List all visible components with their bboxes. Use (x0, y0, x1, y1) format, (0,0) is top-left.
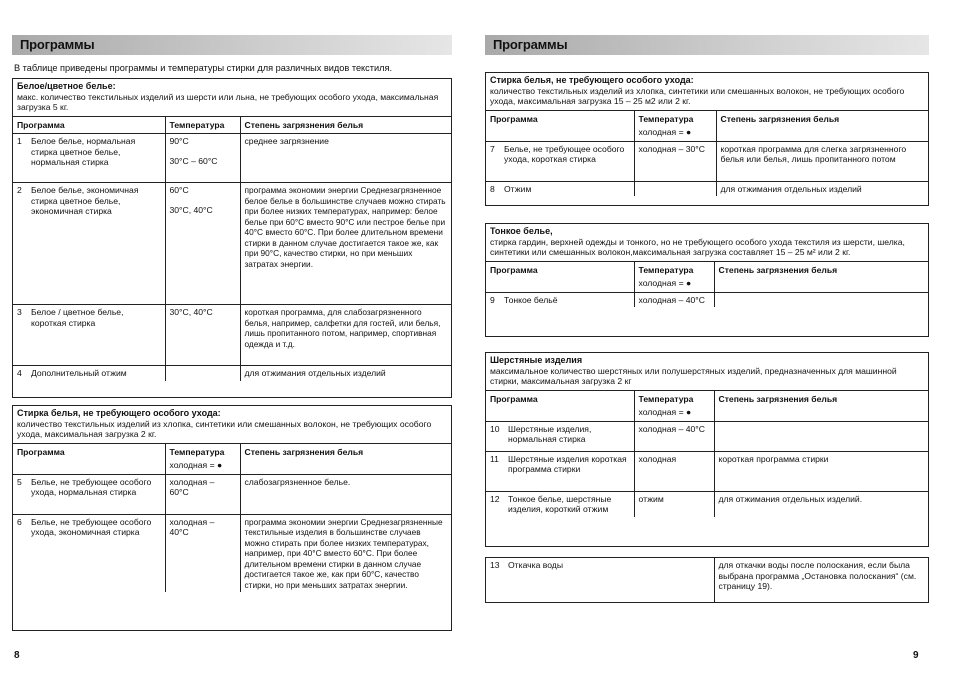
box-desc: макс. количество текстильных изделий из шерсти или льна, не требующих особого ухода, максимальная загрузка 5 кг. (17, 91, 439, 112)
table-row: 4 Дополнительный отжим для отжимания отдельных изделий (13, 366, 451, 381)
box-title: Стирка белья, не требующего особого ухода: (17, 408, 221, 418)
col-temperature: Температура (169, 446, 225, 457)
left-intro: В таблице приведены программы и температуры стирки для различных видов текстиля. (14, 63, 392, 73)
programs-table (486, 111, 928, 197)
right-page (477, 0, 954, 676)
programs-table (13, 117, 451, 381)
box-desc: стирка гардин, верхней одежды и тонкого, но не требующего особого ухода текстиля из шерсти, шелка, синтетики или смешанных волокон,максимальная загрузка составляет 15 – 25 м² или 2 кг. (490, 236, 905, 257)
programs-table (486, 262, 928, 308)
right-page-header (485, 35, 929, 55)
programs-table (13, 444, 451, 593)
left-header-title: Программы (20, 37, 95, 52)
wool-box (485, 352, 929, 547)
col-program: Программа (13, 117, 165, 134)
box-desc: количество текстильных изделий из хлопка, синтетики или смешанных волокон, не требующих особого ухода, максимальная загрузка 15 – 25 м2 или 2 кг. (490, 85, 905, 106)
page-number-left: 8 (14, 650, 20, 661)
col-program: Программа (486, 391, 634, 422)
table-row: 9 Тонкое бельё холодная – 40°C (486, 292, 928, 307)
table-row: 2 Белое белье, экономичная стирка цветное белье, экономичная стирка 60°C 30°C, 40°C программа экономии энергии Среднезагрязненное белое белье в большинстве случаев можно стирать при более низких температурах, например: белое белье при 60°C вместо 90°C или пестрое белье при 40°C вместо 60°C. При более длительном времени стирки в данном случае достигается такое же, как при 90°C, качество стирки, но при меньших затратах энергии. (13, 183, 451, 305)
left-page-header (12, 35, 452, 55)
box-head (486, 73, 928, 111)
col-temperature: Температура (638, 264, 694, 275)
box-title: Шерстяные изделия (490, 355, 583, 365)
col-soil-degree: Степень загрязнения белья (716, 111, 928, 142)
col-soil-degree: Степень загрязнения белья (714, 262, 928, 293)
programs-table (486, 391, 928, 517)
table-row: 12 Тонкое белье, шерстяные изделия, короткий отжим отжим для отжимания отдельных изделий. (486, 491, 928, 517)
table-header-row (486, 391, 928, 422)
box-title: Стирка белья, не требующего особого ухода: (490, 75, 694, 85)
table-row: 13 Откачка воды для откачки воды после полоскания, если была выбрана программа „Остановка полоскания“ (см. страницу 19). (486, 558, 928, 602)
col-soil-degree: Степень загрязнения белья (240, 444, 451, 475)
easy-care-laundry-box (12, 405, 452, 631)
col-temperature: Температура (638, 393, 694, 404)
table-header-row (486, 111, 928, 142)
col-soil-degree: Степень загрязнения белья (240, 117, 451, 134)
table-row: 6 Белье, не требующее особого ухода, экономичная стирка холодная – 40°C программа экономии энергии Среднезагрязненные текстильные изделия в большинстве случаев можно стирать при более низких температурах, например, при 40°C вместо 60°C. При более длительном времени стирки в данном случае достигается такое же, как при 60°C, качество стирки, но при меньших затратах энергии. (13, 514, 451, 592)
white-colored-laundry-box (12, 78, 452, 398)
programs-table (486, 558, 928, 602)
easy-care-short-box (485, 72, 929, 206)
cold-legend: холодная = ● (638, 407, 692, 417)
box-title: Тонкое белье, (490, 226, 553, 236)
col-temperature: Температура (165, 117, 240, 134)
col-program: Программа (486, 111, 634, 142)
right-header-title: Программы (493, 37, 568, 52)
table-row: 10 Шерстяные изделия, нормальная стирка холодная – 40°C (486, 421, 928, 451)
box-desc: максимальное количество шерстяных или полушерстяных изделий, предназначенных для машинной стирки, максимальная загрузка 2 кг (490, 365, 897, 386)
table-row: 11 Шерстяные изделия короткая программа стирки холодная короткая программа стирки (486, 451, 928, 491)
cold-legend: холодная = ● (638, 278, 692, 288)
box-head (13, 406, 451, 444)
col-soil-degree: Степень загрязнения белья (714, 391, 928, 422)
box-head (486, 353, 928, 391)
table-row: 1 Белое белье, нормальная стирка цветное белье, нормальная стирка 90°C 30°C – 60°C среднее загрязнение (13, 134, 451, 183)
cold-legend: холодная = ● (169, 460, 223, 470)
box-desc: количество текстильных изделий из хлопка, синтетики или смешанных волокон, не требующих особого ухода, максимальная загрузка 2 кг. (17, 418, 432, 439)
col-program: Программа (13, 444, 165, 475)
box-title: Белое/цветное белье: (17, 81, 116, 91)
table-row: 8 Отжим для отжимания отдельных изделий (486, 181, 928, 196)
col-temperature: Температура (638, 113, 694, 124)
drain-box (485, 557, 929, 603)
table-row: 7 Белье, не требующее особого ухода, короткая стирка холодная – 30°C короткая программа для слегка загрязненного белья или белья, лишь пропитанного потом (486, 141, 928, 181)
table-header-row (13, 117, 451, 134)
table-row: 3 Белое / цветное белье, короткая стирка 30°C, 40°C короткая программа, для слабозагрязненного белья, например, салфетки для гостей, или белья, лишь пропитанного потом, например, спортивная одежда и т.д. (13, 305, 451, 366)
box-head (486, 224, 928, 262)
table-header-row (486, 262, 928, 293)
table-row: 5 Белье, не требующее особого ухода, нормальная стирка холодная – 60°C слабозагрязненное белье. (13, 474, 451, 514)
col-program: Программа (486, 262, 634, 293)
box-head (13, 79, 451, 117)
delicates-box (485, 223, 929, 337)
page-number-right: 9 (913, 650, 919, 661)
table-header-row (13, 444, 451, 475)
cold-legend: холодная = ● (638, 127, 692, 137)
